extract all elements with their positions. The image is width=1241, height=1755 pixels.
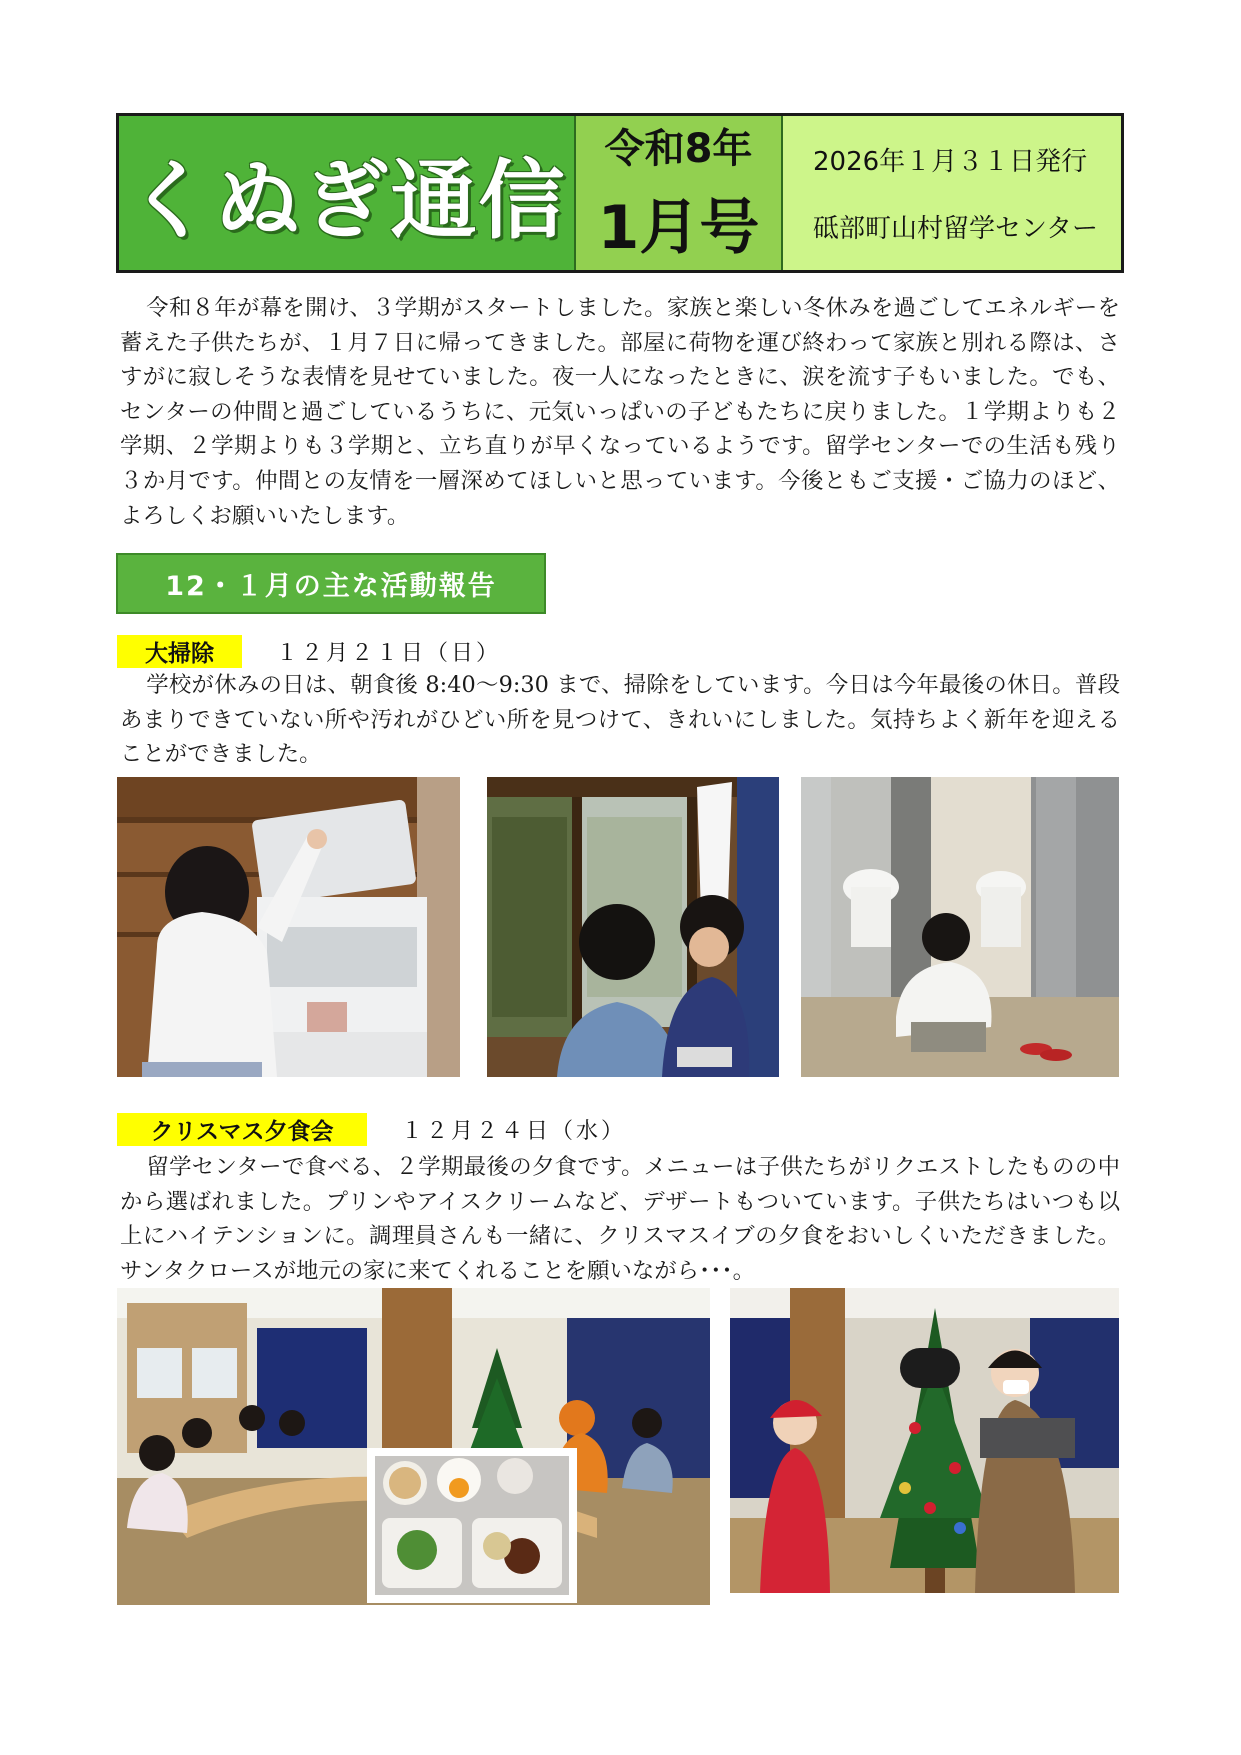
intro-paragraph	[120, 291, 1120, 533]
newsletter-title: くぬぎ通信	[126, 151, 567, 251]
event-date-cleaning: １２月２１日（日）	[276, 641, 502, 666]
event-tag-christmas: クリスマス夕食会	[117, 1113, 367, 1146]
cleaning-paragraph	[120, 668, 1120, 772]
cleaning-text: 学校が休みの日は、朝食後 8:40～9:30 まで、掃除をしています。今日は今年最後の休日。普段あまりできていない所や汚れがひどい所を見つけて、きれいにしました。気持ちよく新年を迎えることができました。	[120, 672, 1120, 768]
photo-window-cleaning	[487, 777, 779, 1077]
event-heading-christmas	[117, 1113, 626, 1146]
issue-era: 令和8年	[604, 125, 753, 172]
photo-christmas-tree	[730, 1288, 1119, 1593]
christmas-paragraph	[120, 1150, 1120, 1288]
event-date-christmas: １２月２４日（水）	[401, 1119, 627, 1144]
section-title: 12・１月の主な活動報告	[165, 571, 497, 602]
section-banner	[116, 553, 546, 614]
event-heading-cleaning	[117, 635, 501, 668]
organization-name: 砥部町山村留学センター	[813, 214, 1098, 244]
photo-washing-machine	[117, 777, 460, 1077]
publisher-info	[783, 116, 1121, 270]
newsletter-title-box	[119, 116, 576, 270]
christmas-text: 留学センターで食べる、２学期最後の夕食です。メニューは子供たちがリクエストしたものの中から選ばれました。プリンやアイスクリームなど、デザートもついています。子供たちはいつも以上にハイテンションに。調理員さんも一緒に、クリスマスイブの夕食をおいしくいただきました。サンタクロースが地元の家に来てくれることを願いながら･･･。	[120, 1154, 1120, 1284]
event-tag-cleaning: 大掃除	[117, 635, 242, 668]
issue-month: 1月号	[597, 192, 760, 263]
intro-text: 令和８年が幕を開け、３学期がスタートしました。家族と楽しい冬休みを過ごしてエネルギーを蓄えた子供たちが、１月７日に帰ってきました。部屋に荷物を運び終わって家族と別れる際は、さすがに寂しそうな表情を見せていました。夜一人になったときに、涙を流す子もいました。でも、センターの仲間と過ごしているうちに、元気いっぱいの子どもたちに戻りました。１学期よりも２学期、２学期よりも３学期と、立ち直りが早くなっているようです。留学センターでの生活も残り３か月です。仲間との友情を一層深めてほしいと思っています。今後ともご支援・ご協力のほど、よろしくお願いいたします。	[120, 295, 1120, 529]
photo-restroom-cleaning	[801, 777, 1119, 1077]
publish-date: 2026年１月３１日発行	[813, 147, 1088, 177]
masthead	[116, 113, 1124, 273]
issue-box	[576, 116, 783, 270]
photo-christmas-dinner	[117, 1288, 710, 1605]
